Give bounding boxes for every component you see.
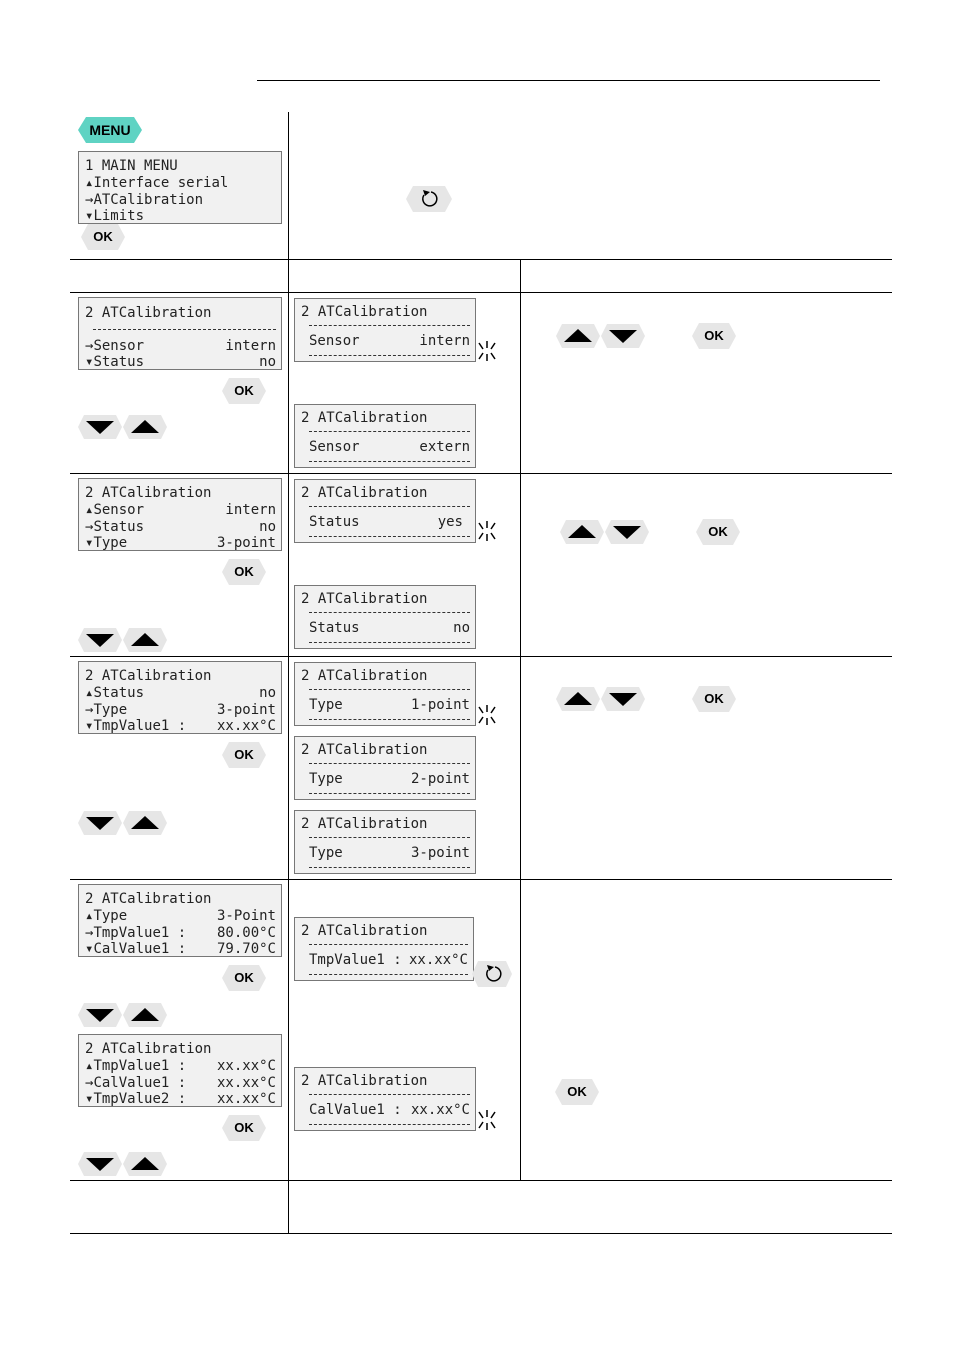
row2-mid-display-2 [294, 585, 476, 649]
lcd-separator [309, 763, 470, 764]
blink-icon [476, 1109, 498, 1131]
tmpvalue-label: TmpValue1 : [93, 925, 187, 941]
scroll-down-icon: ▾ [85, 535, 94, 551]
selection-arrow-icon: → [85, 338, 94, 354]
row4-mid-display-1 [294, 917, 474, 981]
lcd-separator [309, 689, 470, 690]
ok-key-label: OK [704, 328, 724, 343]
row-line-1 [70, 292, 892, 293]
tmpvalue-label: TmpValue1 : [93, 1058, 187, 1074]
scroll-down-icon: ▾ [85, 354, 94, 370]
row2-left-display [78, 478, 282, 551]
ok-key-label: OK [704, 691, 724, 706]
status-label: Status [93, 519, 145, 535]
tmpvalue-value: xx.xx°C [408, 952, 468, 968]
top-rule [257, 80, 880, 81]
row2-mid-display-1 [294, 479, 476, 543]
status-label: Status [93, 685, 145, 701]
lcd-title: 2 ATCalibration [301, 742, 428, 758]
status-label: Status [93, 354, 145, 370]
arrow-up-key[interactable] [556, 324, 600, 348]
row-line-2 [70, 473, 892, 474]
status-label: Status [309, 620, 360, 636]
menu-item-limits: Limits [93, 208, 145, 224]
calvalue-value: 79.70°C [216, 941, 276, 957]
row4-mid-display-2 [294, 1067, 476, 1131]
main-menu-display [78, 151, 282, 224]
arrow-down-key[interactable] [78, 1003, 122, 1027]
lcd-separator [309, 944, 468, 945]
menu-key-label: MENU [89, 122, 131, 138]
type-label: Type [309, 845, 343, 861]
lcd-separator [309, 431, 470, 432]
scroll-down-icon: ▾ [85, 208, 94, 224]
lcd-separator [309, 325, 470, 326]
lcd-separator [309, 867, 470, 868]
ok-key[interactable] [222, 378, 266, 404]
ok-key[interactable] [222, 559, 266, 585]
lcd-title: 2 ATCalibration [301, 410, 428, 426]
lcd-title: 2 ATCalibration [85, 1041, 212, 1057]
type-label: Type [93, 702, 128, 718]
lcd-separator [309, 1124, 470, 1125]
sensor-label: Sensor [309, 333, 360, 349]
lcd-separator [309, 506, 470, 507]
status-value: yes [437, 514, 463, 530]
row-line-5 [70, 1180, 892, 1181]
row1-mid-display-2 [294, 404, 476, 468]
sensor-label: Sensor [93, 502, 145, 518]
blink-icon [476, 520, 498, 542]
lcd-separator [309, 837, 470, 838]
type-label: Type [309, 771, 343, 787]
type-value: 2-point [410, 771, 470, 787]
type-value: 3-point [216, 702, 276, 718]
type-value: 1-point [410, 697, 470, 713]
selection-arrow-icon: → [85, 192, 94, 208]
arrow-up-key[interactable] [123, 1003, 167, 1027]
status-value: no [259, 519, 276, 535]
scroll-down-icon: ▾ [85, 1091, 94, 1107]
tmpvalue-value: 80.00°C [216, 925, 276, 941]
lcd-title: 2 ATCalibration [301, 485, 428, 501]
lcd-title: 2 ATCalibration [85, 668, 212, 684]
lcd-title: 2 ATCalibration [301, 1073, 428, 1089]
row-line-header [70, 259, 892, 260]
lcd-title: 2 ATCalibration [301, 923, 428, 939]
arrow-up-key[interactable] [123, 415, 167, 439]
ok-key[interactable] [696, 519, 740, 545]
ok-key[interactable] [81, 224, 125, 250]
ok-key-label: OK [234, 747, 254, 762]
calvalue-label: CalValue1 : [93, 1075, 187, 1091]
row1-mid-display-1 [294, 298, 476, 362]
row4-left-display-2 [78, 1034, 282, 1107]
selection-arrow-icon: → [85, 925, 94, 941]
row1-left-display [78, 297, 282, 370]
blink-icon [476, 704, 498, 726]
lcd-title: 2 ATCalibration [85, 305, 212, 321]
row3-mid-display-1 [294, 662, 476, 726]
status-value: no [259, 354, 276, 370]
arrow-up-key[interactable] [123, 628, 167, 652]
ok-key-label: OK [234, 564, 254, 579]
scroll-up-icon: ▴ [85, 685, 94, 701]
lcd-separator [309, 1094, 470, 1095]
arrow-up-key[interactable] [556, 687, 600, 711]
sensor-value: intern [225, 338, 276, 354]
col-divider-2 [520, 259, 521, 1180]
lcd-title: 2 ATCalibration [301, 668, 428, 684]
scroll-down-icon: ▾ [85, 718, 94, 734]
scroll-up-icon: ▴ [85, 908, 94, 924]
lcd-separator [309, 974, 468, 975]
tmpvalue-label: TmpValue1 : [93, 718, 187, 734]
ok-key[interactable] [222, 1115, 266, 1141]
row3-mid-display-2 [294, 736, 476, 800]
menu-key[interactable] [78, 117, 142, 143]
lcd-separator [309, 642, 470, 643]
ok-key[interactable] [222, 742, 266, 768]
ok-key[interactable] [692, 323, 736, 349]
status-label: Status [309, 514, 360, 530]
lcd-separator [309, 461, 470, 462]
lcd-title: 2 ATCalibration [85, 485, 212, 501]
tmpvalue-value: xx.xx°C [216, 718, 276, 734]
type-label: Type [93, 908, 128, 924]
lcd-title: 2 ATCalibration [301, 591, 428, 607]
ok-key-label: OK [93, 229, 113, 244]
calvalue-label: CalValue1 : [93, 941, 187, 957]
ok-key[interactable] [555, 1079, 599, 1105]
type-value: 3-Point [216, 908, 276, 924]
row-line-3 [70, 656, 892, 657]
arrow-up-key[interactable] [123, 811, 167, 835]
sensor-value: intern [419, 333, 470, 349]
sensor-value: intern [225, 502, 276, 518]
row3-mid-display-3 [294, 810, 476, 874]
back-arrow-icon[interactable] [472, 961, 512, 987]
ok-key-label: OK [234, 1120, 254, 1135]
row3-left-display [78, 661, 282, 734]
arrow-down-key[interactable] [605, 520, 649, 544]
lcd-separator [309, 719, 470, 720]
bottom-rule [70, 1233, 892, 1234]
col-divider-1 [288, 112, 289, 1233]
arrow-down-key[interactable] [601, 324, 645, 348]
ok-key-label: OK [234, 970, 254, 985]
blink-icon [476, 340, 498, 362]
tmpvalue2-value: xx.xx°C [216, 1091, 276, 1107]
tmpvalue2-label: TmpValue2 : [93, 1091, 187, 1107]
arrow-down-key[interactable] [601, 687, 645, 711]
scroll-up-icon: ▴ [85, 502, 94, 518]
tmpvalue-value: xx.xx°C [216, 1058, 276, 1074]
lcd-title: 2 ATCalibration [85, 891, 212, 907]
ok-key-label: OK [234, 383, 254, 398]
menu-item-atcalibration: ATCalibration [93, 192, 204, 208]
arrow-down-key[interactable] [78, 628, 122, 652]
ok-key-label: OK [567, 1084, 587, 1099]
arrow-up-key[interactable] [560, 520, 604, 544]
calvalue-label: CalValue1 : [309, 1102, 402, 1118]
arrow-down-key[interactable] [78, 811, 122, 835]
status-value: no [259, 685, 276, 701]
arrow-down-key[interactable] [78, 1152, 122, 1176]
selection-arrow-icon: → [85, 1075, 94, 1091]
arrow-down-key[interactable] [78, 415, 122, 439]
status-value: no [453, 620, 470, 636]
lcd-separator [93, 329, 276, 330]
row-line-4 [70, 879, 892, 880]
selection-arrow-icon: → [85, 519, 94, 535]
sensor-label: Sensor [309, 439, 360, 455]
lcd-title: 2 ATCalibration [301, 304, 428, 320]
selection-arrow-icon: → [85, 702, 94, 718]
lcd-separator [309, 793, 470, 794]
arrow-up-key[interactable] [123, 1152, 167, 1176]
lcd-separator [309, 612, 470, 613]
type-value: 3-point [410, 845, 470, 861]
type-label: Type [93, 535, 128, 551]
ok-key[interactable] [222, 965, 266, 991]
scroll-up-icon: ▴ [85, 175, 94, 191]
sensor-label: Sensor [93, 338, 145, 354]
type-value: 3-point [216, 535, 276, 551]
type-label: Type [309, 697, 343, 713]
calvalue-value: xx.xx°C [216, 1075, 276, 1091]
lcd-separator [309, 355, 470, 356]
calvalue-value: xx.xx°C [410, 1102, 470, 1118]
lcd-title: 2 ATCalibration [301, 816, 428, 832]
lcd-title: 1 MAIN MENU [85, 158, 178, 174]
back-arrow-icon[interactable] [406, 186, 452, 212]
lcd-separator [309, 536, 470, 537]
menu-item-interface: Interface serial [93, 175, 229, 191]
row4-left-display-1 [78, 884, 282, 957]
ok-key[interactable] [692, 686, 736, 712]
scroll-down-icon: ▾ [85, 941, 94, 957]
tmpvalue-label: TmpValue1 : [309, 952, 402, 968]
scroll-up-icon: ▴ [85, 1058, 94, 1074]
ok-key-label: OK [708, 524, 728, 539]
sensor-value: extern [419, 439, 470, 455]
